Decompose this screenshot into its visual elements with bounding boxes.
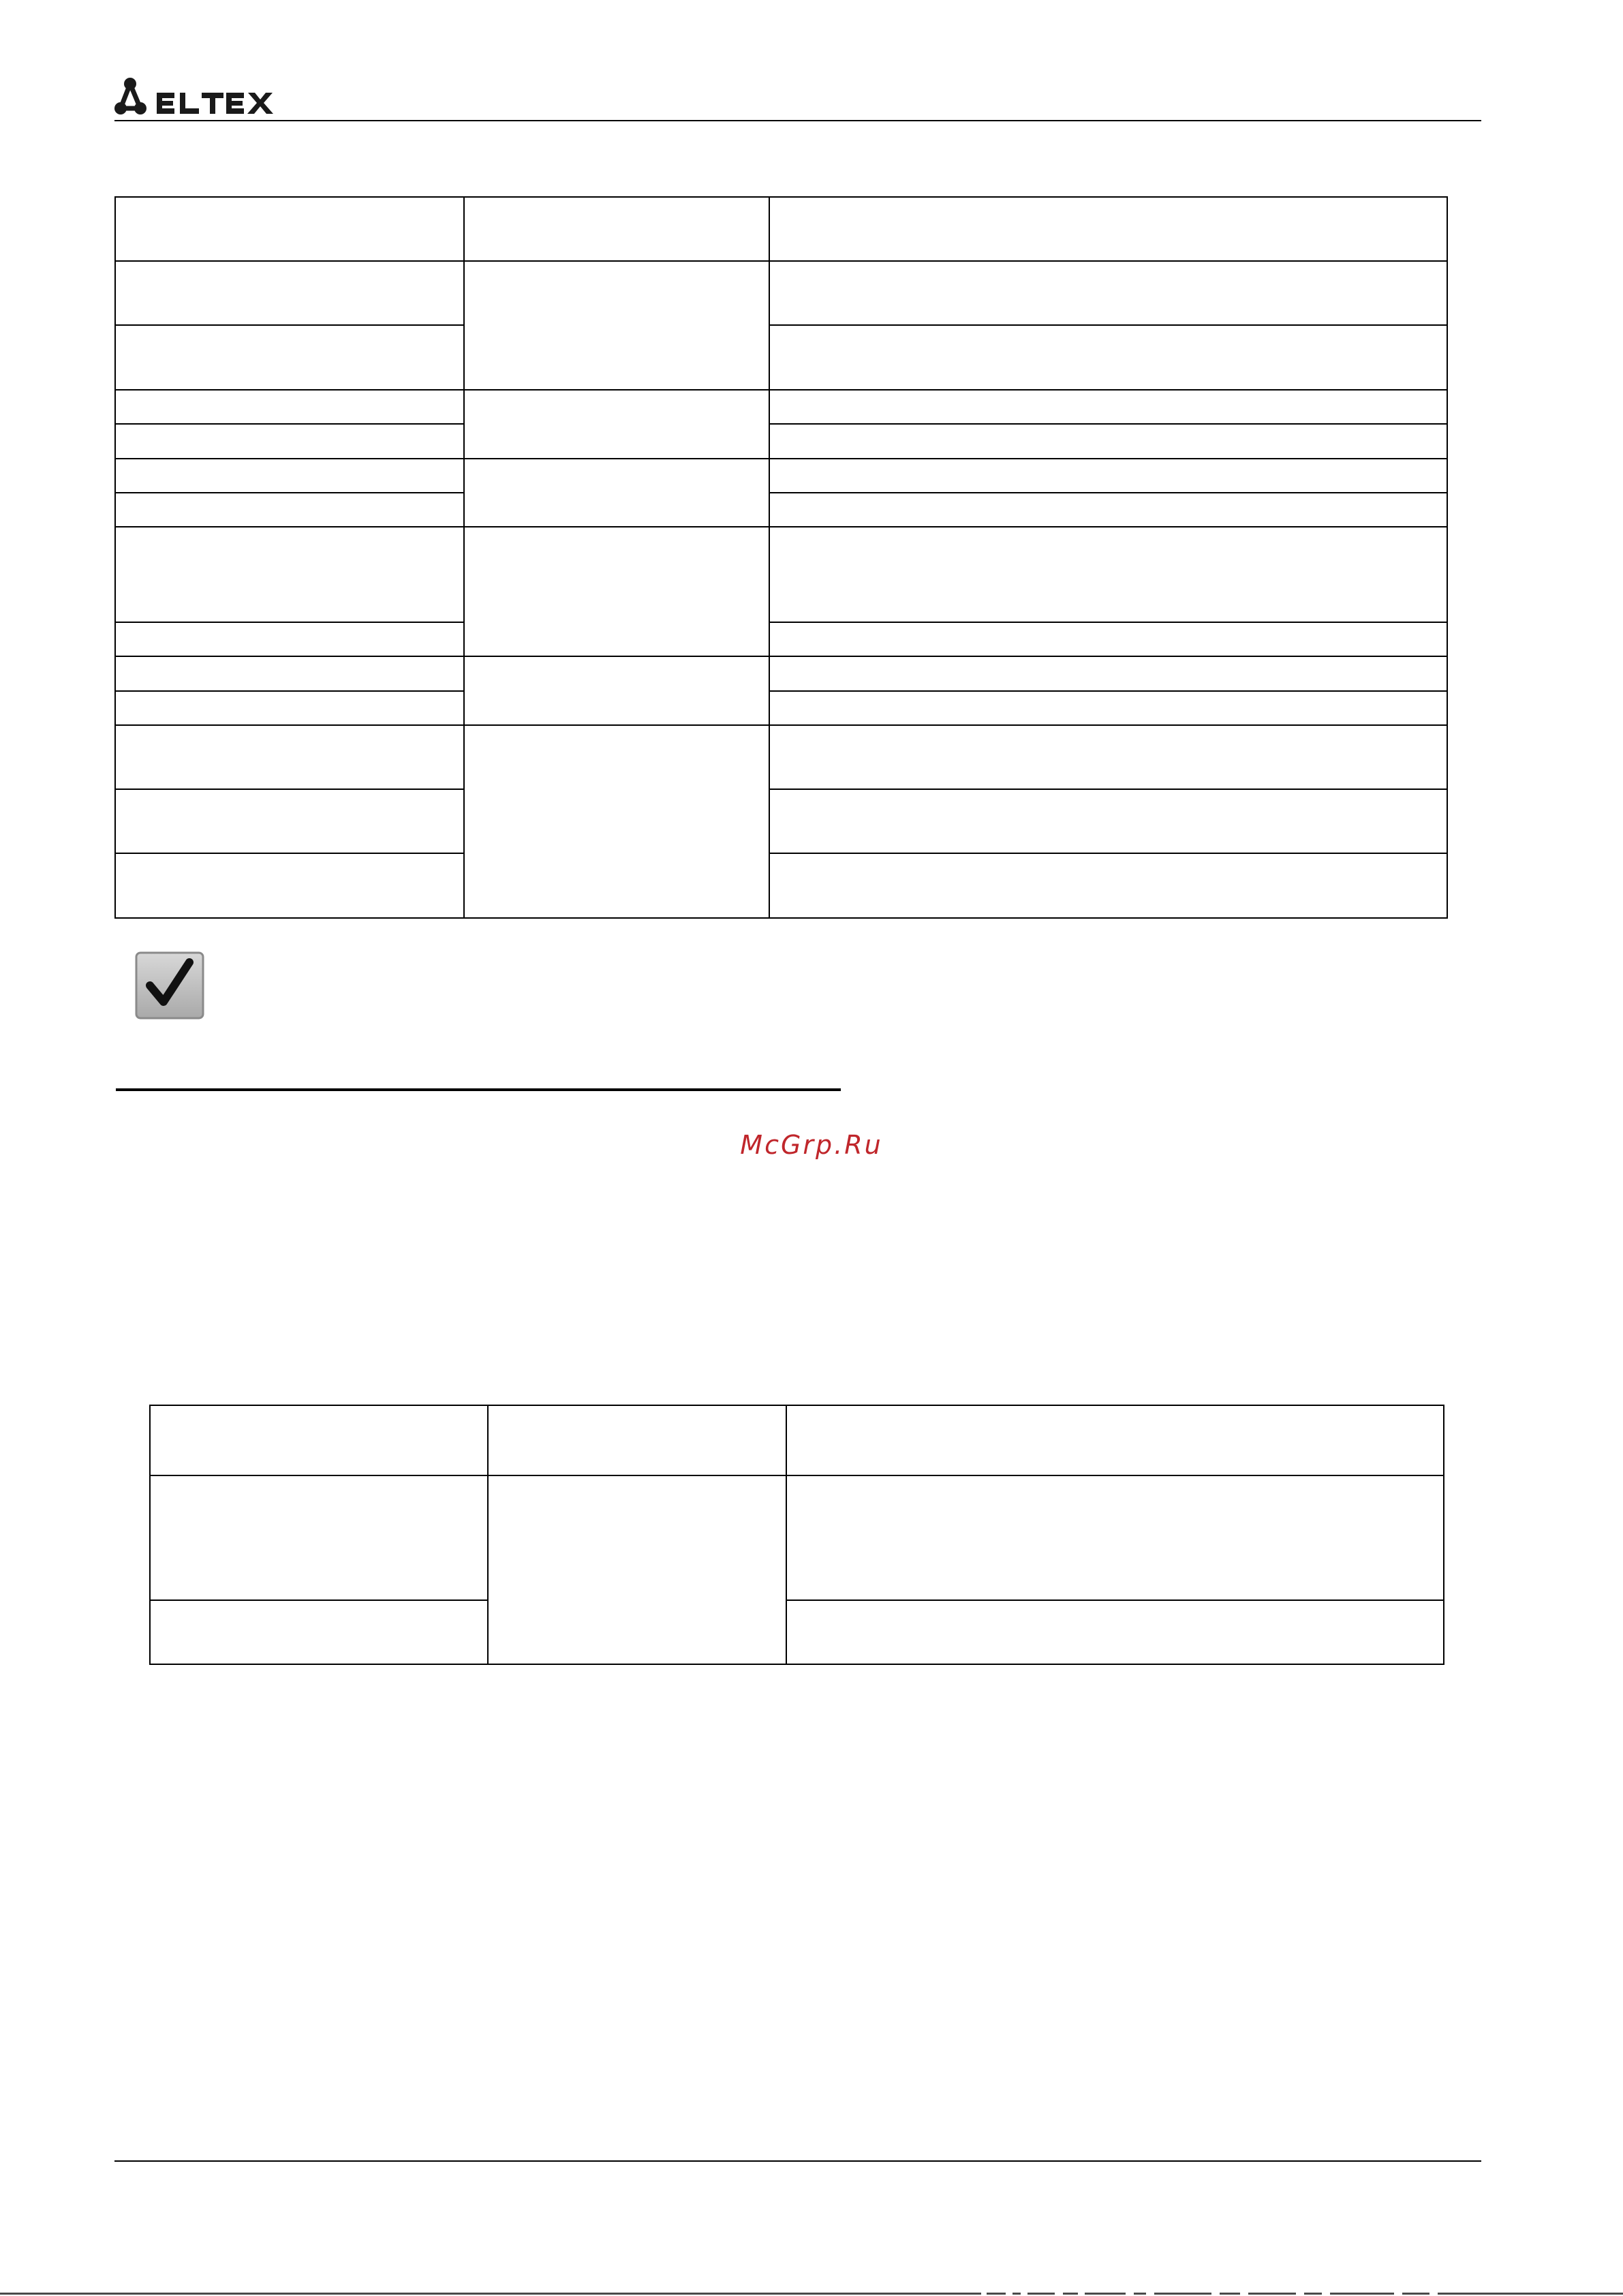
table-cell	[769, 725, 1447, 789]
table-cell	[115, 325, 464, 390]
table-cell	[769, 424, 1447, 459]
table-cell	[115, 424, 464, 459]
parameters-table-2	[149, 1405, 1444, 1665]
table-cell	[115, 725, 464, 789]
table-cell	[786, 1405, 1444, 1475]
table-cell	[769, 853, 1447, 918]
table-cell	[115, 622, 464, 656]
table-row	[115, 261, 1447, 325]
table-cell	[115, 459, 464, 493]
table-row	[115, 622, 1447, 656]
footer-rule	[114, 2160, 1481, 2162]
table-row	[115, 493, 1447, 527]
table-cell	[464, 656, 769, 725]
table-cell	[769, 261, 1447, 325]
table-row	[115, 725, 1447, 789]
table-cell	[115, 789, 464, 853]
table-cell	[769, 459, 1447, 493]
table-row	[115, 325, 1447, 390]
checkmark-icon	[135, 951, 204, 1020]
table-cell	[115, 261, 464, 325]
table-cell	[464, 261, 769, 390]
table-row	[115, 853, 1447, 918]
table-header-row	[115, 197, 1447, 261]
eltex-logo	[114, 76, 278, 117]
table-row	[115, 390, 1447, 424]
table-row	[115, 424, 1447, 459]
table-cell	[769, 325, 1447, 390]
table-cell	[769, 493, 1447, 527]
table-cell	[115, 390, 464, 424]
table-cell	[115, 527, 464, 622]
table-cell	[150, 1475, 488, 1600]
table-cell	[464, 527, 769, 656]
table-cell	[769, 656, 1447, 691]
table-cell	[769, 622, 1447, 656]
table-row	[115, 789, 1447, 853]
table-cell	[769, 527, 1447, 622]
table-cell	[488, 1405, 786, 1475]
table-cell	[115, 691, 464, 725]
table-cell	[464, 390, 769, 459]
table-cell	[150, 1600, 488, 1664]
watermark: McGrp.Ru	[740, 1130, 883, 1160]
table-cell	[115, 493, 464, 527]
table-header-row	[150, 1405, 1444, 1475]
table-row	[115, 527, 1447, 622]
table-cell	[464, 197, 769, 261]
section-heading-underline	[116, 1088, 841, 1091]
table-row	[150, 1475, 1444, 1600]
table-cell	[769, 789, 1447, 853]
table-cell	[115, 656, 464, 691]
table-cell	[786, 1475, 1444, 1600]
table-cell	[150, 1405, 488, 1475]
table-cell	[769, 197, 1447, 261]
table-cell	[464, 459, 769, 527]
table-cell	[488, 1475, 786, 1664]
table-row	[150, 1600, 1444, 1664]
table-cell	[786, 1600, 1444, 1664]
table-row	[115, 656, 1447, 691]
table-cell	[769, 390, 1447, 424]
table-cell	[115, 197, 464, 261]
scan-edge	[0, 2291, 1623, 2296]
table-row	[115, 691, 1447, 725]
table-cell	[769, 691, 1447, 725]
table-cell	[464, 725, 769, 918]
table-row	[115, 459, 1447, 493]
table-cell	[115, 853, 464, 918]
header-rule	[114, 120, 1481, 121]
parameters-table-1	[114, 196, 1448, 919]
